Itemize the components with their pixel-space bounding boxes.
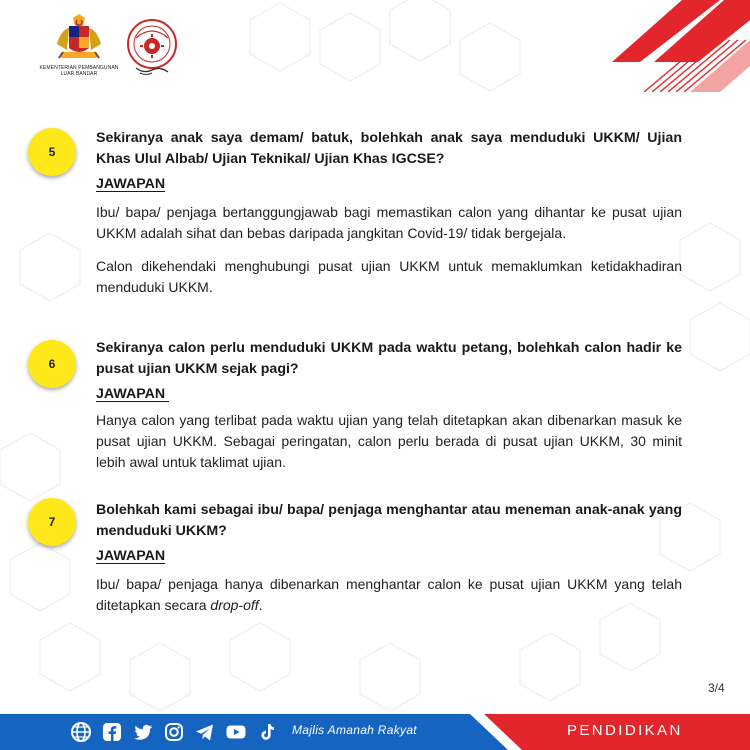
- answer-label: JAWAPAN: [96, 548, 166, 564]
- ministry-caption: KEMENTERIAN PEMBANGUNAN LUAR BANDAR: [39, 65, 119, 77]
- globe-icon[interactable]: [70, 721, 92, 743]
- answer-text-part: Ibu/ bapa/ penjaga hanya dibenarkan menghantar calon ke pusat ujian UKKM yang telah ditetapkan secara: [96, 576, 682, 613]
- ministry-logo: [38, 14, 120, 80]
- question-number-badge: 5: [28, 128, 76, 176]
- question-number-badge: 6: [28, 340, 76, 388]
- telegram-icon[interactable]: [194, 721, 216, 743]
- answer-text: [96, 410, 682, 473]
- page-number: 3/4: [708, 681, 725, 695]
- answer-label: JAWAPAN: [96, 176, 166, 192]
- answer-paragraph: [96, 574, 682, 616]
- answer-text-end: .: [258, 597, 263, 613]
- answer-text: [96, 202, 682, 298]
- instagram-icon[interactable]: [163, 721, 185, 743]
- coat-of-arms-icon: [53, 14, 105, 64]
- mara-logo: [122, 16, 182, 78]
- answer-paragraph: Ibu/ bapa/ penjaga bertanggungjawab bagi memastikan calon yang dihantar ke pusat ujian UKKM adalah sihat dan bebas daripada jangkitan Covid-19/ tidak bergejala.: [96, 204, 682, 241]
- answer-paragraph: Hanya calon yang terlibat pada waktu ujian yang telah ditetapkan akan dibenarkan masuk ke pusat ujian UKKM. Sebagai peringatan, calon perlu berada di pusat ujian UKKM, 30 minit lebih awal untuk taklimat ujian.: [96, 412, 682, 470]
- footer-bar: [0, 714, 750, 750]
- question-text: Sekiranya calon perlu menduduki UKKM pada waktu petang, bolehkah calon hadir ke pusat ujian UKKM sejak pagi?: [96, 340, 682, 377]
- header-logos: [38, 14, 188, 80]
- tiktok-icon[interactable]: [256, 721, 278, 743]
- twitter-icon[interactable]: [132, 721, 154, 743]
- answer-paragraph: Calon dikehendaki menghubungi pusat ujian UKKM untuk memaklumkan ketidakhadiran menduduki UKKM.: [96, 258, 682, 295]
- corner-stripes: [570, 0, 750, 92]
- youtube-icon[interactable]: [225, 721, 247, 743]
- answer-emphasis: drop-off: [210, 597, 259, 613]
- answer-label: JAWAPAN: [96, 386, 170, 402]
- social-icons: [70, 721, 278, 743]
- answer-text: [96, 574, 682, 616]
- question-text: Bolehkah kami sebagai ibu/ bapa/ penjaga menghantar atau meneman anak-anak yang menduduki UKKM?: [96, 502, 682, 539]
- footer-section-label: PENDIDIKAN: [567, 722, 683, 739]
- footer-brand: Majlis Amanah Rakyat: [292, 723, 417, 737]
- facebook-icon[interactable]: [101, 721, 123, 743]
- question-number-badge: 7: [28, 498, 76, 546]
- question-text: Sekiranya anak saya demam/ batuk, bolehkah anak saya menduduki UKKM/ Ujian Khas Ulul Albab/ Ujian Teknikal/ Ujian Khas IGCSE?: [96, 130, 682, 167]
